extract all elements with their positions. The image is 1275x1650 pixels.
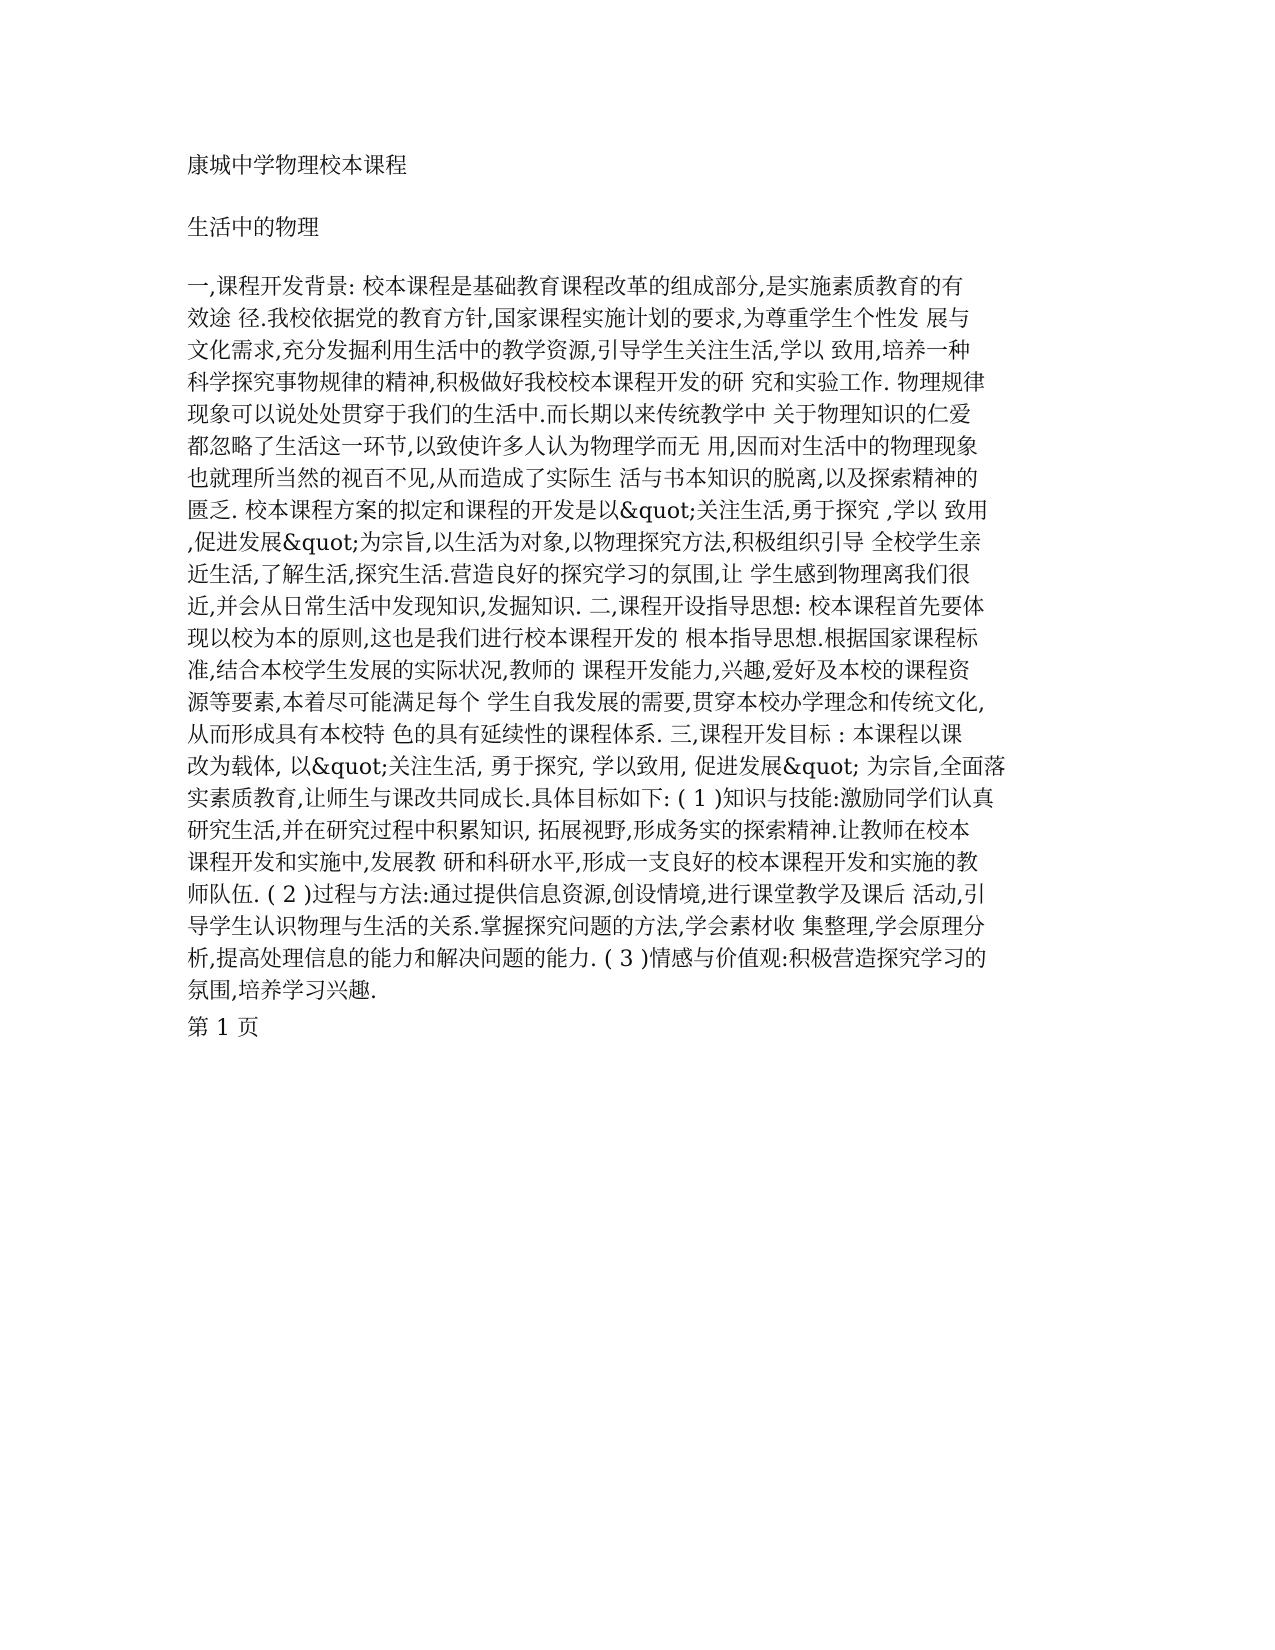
body-line: 文化需求,充分发掘利用生活中的教学资源,引导学生关注生活,学以 致用,培养一种	[187, 339, 970, 364]
body-line: 准,结合本校学生发展的实际状况,教师的 课程开发能力,兴趣,爱好及本校的课程资	[187, 659, 970, 684]
body-line: 近,并会从日常生活中发现知识,发掘知识. 二,课程开设指导思想: 校本课程首先要体	[187, 595, 985, 620]
body-line: 研究生活,并在研究过程中积累知识, 拓展视野,形成务实的探索精神.让教师在校本	[187, 819, 970, 844]
body-line: 氛围,培养学习兴趣.	[187, 979, 377, 1004]
body-line: 源等要素,本着尽可能满足每个 学生自我发展的需要,贯穿本校办学理念和传统文化,	[187, 691, 985, 716]
body-line: 近生活,了解生活,探究生活.营造良好的探究学习的氛围,让 学生感到物理离我们很	[187, 563, 970, 588]
body-line: 匮乏. 校本课程方案的拟定和课程的开发是以&quot;关注生活,勇于探究 ,学以 致用	[187, 499, 989, 524]
body-line: 析,提高处理信息的能力和解决问题的能力. ( 3 )情感与价值观:积极营造探究学习的	[187, 947, 987, 972]
body-line: 也就理所当然的视百不见,从而造成了实际生 活与书本知识的脱离,以及探索精神的	[187, 467, 978, 492]
body-line: 从而形成具有本校特 色的具有延续性的课程体系. 三,课程开发目标 : 本课程以课	[187, 723, 963, 748]
body-line: ,促进发展&quot;为宗旨,以生活为对象,以物理探究方法,积极组织引导 全校学生亲	[187, 531, 982, 556]
body-line: 课程开发和实施中,发展教 研和科研水平,形成一支良好的校本课程开发和实施的教	[187, 851, 978, 876]
page-number-footer: 第 1 页	[187, 1016, 259, 1041]
body-line: 都忽略了生活这一环节,以致使许多人认为物理学而无 用,因而对生活中的物理现象	[187, 435, 978, 460]
body-line: 现以校为本的原则,这也是我们进行校本课程开发的 根本指导思想.根据国家课程标	[187, 627, 978, 652]
body-line: 实素质教育,让师生与课改共同成长.具体目标如下: ( 1 )知识与技能:激励同学们认真	[187, 787, 994, 812]
document-body	[187, 272, 1087, 1008]
body-line: 改为载体, 以&quot;关注生活, 勇于探究, 学以致用, 促进发展&quot; 为宗旨,全面落	[187, 755, 1006, 780]
document-subtitle: 生活中的物理	[187, 216, 320, 241]
body-line: 科学探究事物规律的精神,积极做好我校校本课程开发的研 究和实验工作. 物理规律	[187, 371, 985, 396]
body-line: 效途 径.我校依据党的教育方针,国家课程实施计划的要求,为尊重学生个性发 展与	[187, 307, 970, 332]
document-title: 康城中学物理校本课程	[187, 154, 408, 179]
body-line: 现象可以说处处贯穿于我们的生活中.而长期以来传统教学中 关于物理知识的仁爱	[187, 403, 971, 428]
body-line: 一,课程开发背景: 校本课程是基础教育课程改革的组成部分,是实施素质教育的有	[187, 275, 964, 300]
body-line: 师队伍. ( 2 )过程与方法:通过提供信息资源,创设情境,进行课堂教学及课后 活动,引	[187, 883, 986, 908]
body-line: 导学生认识物理与生活的关系.掌握探究问题的方法,学会素材收 集整理,学会原理分	[187, 915, 985, 940]
